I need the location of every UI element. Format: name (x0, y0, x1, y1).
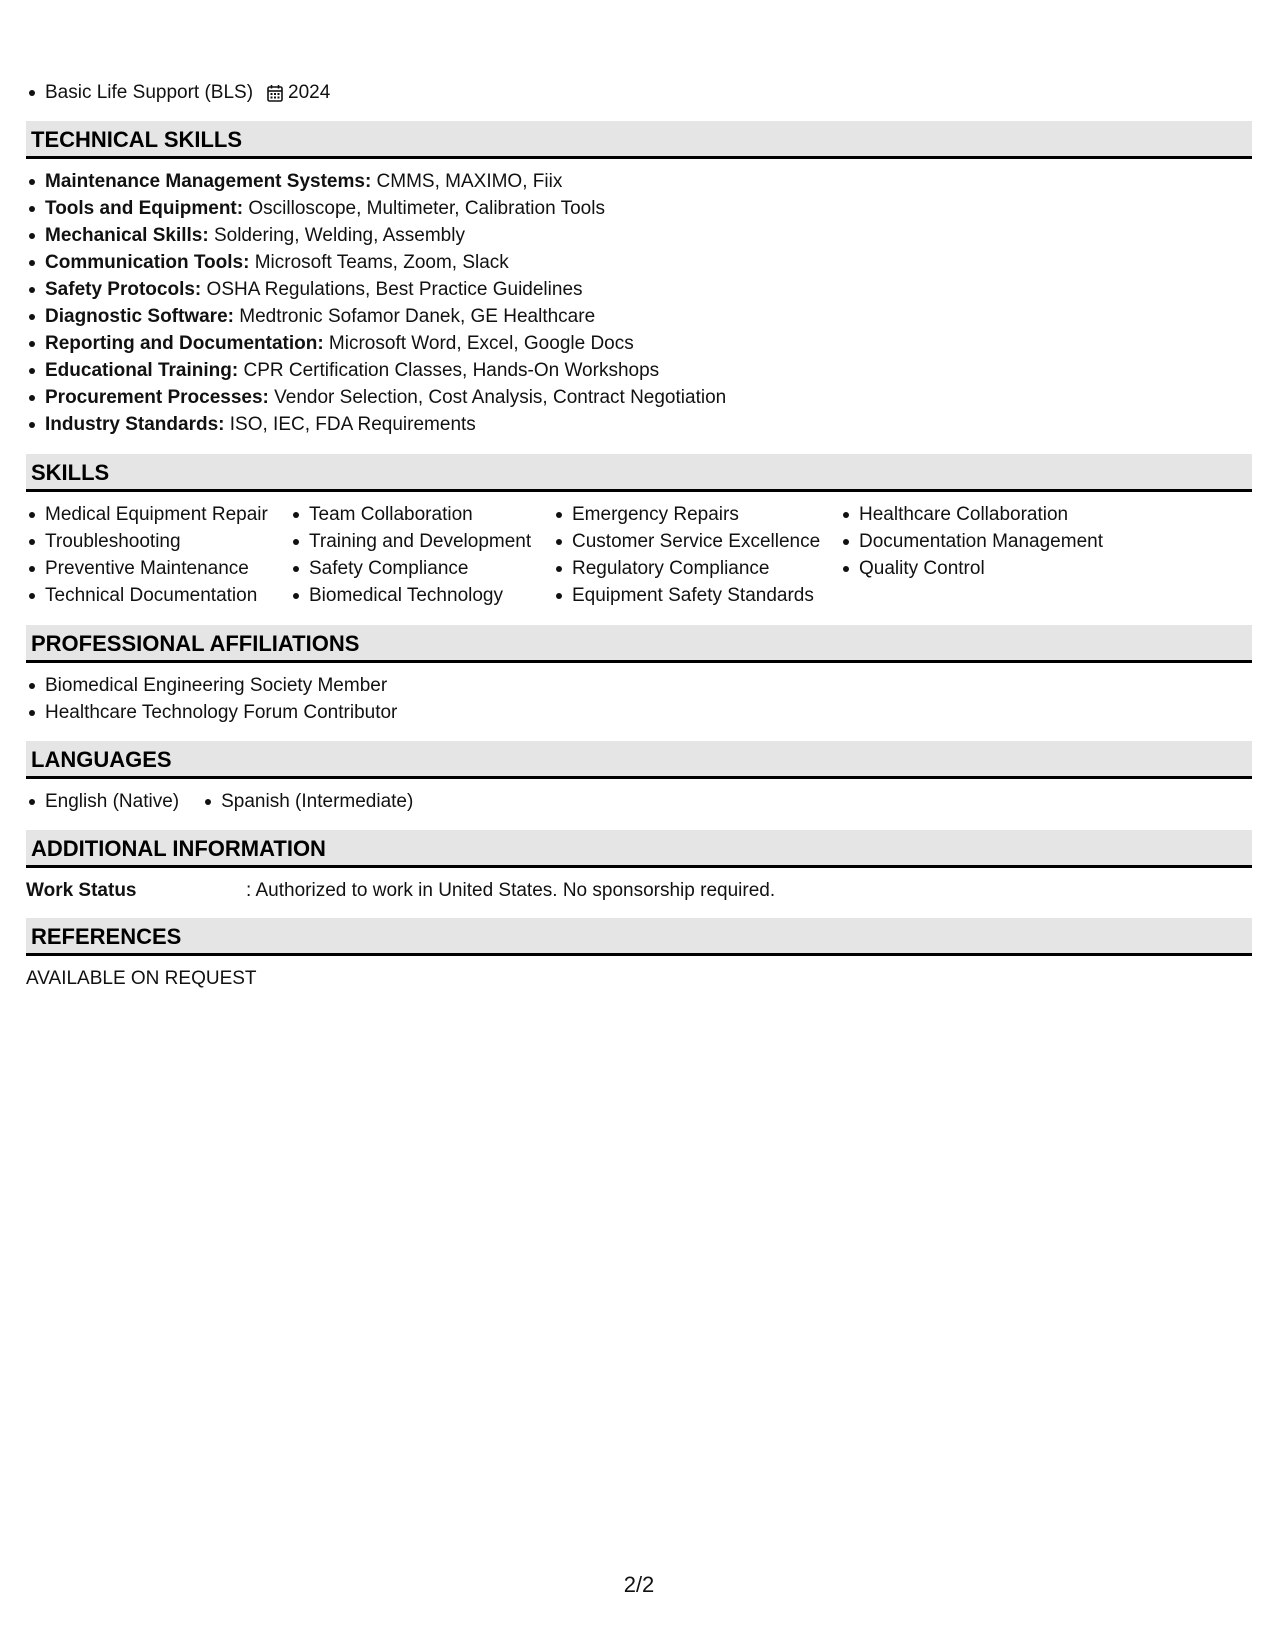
languages-heading: LANGUAGES (26, 741, 1252, 779)
technical-skill-label: Educational Training: (45, 360, 239, 381)
references-heading: REFERENCES (26, 918, 1252, 956)
certification-name: Basic Life Support (BLS) (45, 82, 254, 103)
skill-item: Regulatory Compliance (553, 555, 840, 582)
technical-skill-label: Diagnostic Software: (45, 306, 234, 327)
page-number: 2/2 (623, 1572, 655, 1597)
technical-skill-item (26, 195, 726, 222)
technical-skill-label: Reporting and Documentation: (45, 333, 324, 354)
technical-skill-value: Microsoft Word, Excel, Google Docs (323, 333, 634, 354)
work-status-row (26, 877, 775, 904)
resume-page (26, 0, 1252, 1650)
additional-info-heading: ADDITIONAL INFORMATION (26, 830, 1252, 868)
skill-item: Documentation Management (840, 528, 1140, 555)
language-item: Spanish (Intermediate) (202, 788, 413, 815)
technical-skill-value: Microsoft Teams, Zoom, Slack (249, 252, 509, 273)
skill-item: Team Collaboration (290, 501, 553, 528)
skill-item: Customer Service Excellence (553, 528, 840, 555)
skill-item: Preventive Maintenance (26, 555, 290, 582)
skills-heading: SKILLS (26, 454, 1252, 492)
technical-skill-value: CMMS, MAXIMO, Fiix (371, 171, 563, 192)
technical-skill-label: Safety Protocols: (45, 279, 202, 300)
technical-skill-value: Medtronic Sofamor Danek, GE Healthcare (233, 306, 596, 327)
technical-skill-value: OSHA Regulations, Best Practice Guidelines (201, 279, 583, 300)
skill-item: Medical Equipment Repair (26, 501, 290, 528)
technical-skill-item (26, 411, 726, 438)
certification-list (26, 79, 330, 106)
technical-skill-item (26, 384, 726, 411)
skill-item: Biomedical Technology (290, 582, 553, 609)
work-status-label: Work Status (26, 880, 137, 901)
skills-column (290, 501, 553, 609)
technical-skill-item (26, 249, 726, 276)
technical-skill-label: Communication Tools: (45, 252, 250, 273)
skills-column (553, 501, 840, 609)
technical-skills-list (26, 168, 726, 438)
skill-item: Troubleshooting (26, 528, 290, 555)
references-text: AVAILABLE ON REQUEST (26, 968, 257, 989)
skill-item: Emergency Repairs (553, 501, 840, 528)
skill-item: Equipment Safety Standards (553, 582, 840, 609)
work-status-value: : Authorized to work in United States. No sponsorship required. (246, 880, 776, 901)
technical-skills-heading: TECHNICAL SKILLS (26, 121, 1252, 159)
calendar-icon (267, 84, 283, 102)
technical-skill-label: Maintenance Management Systems: (45, 171, 372, 192)
skill-item: Healthcare Collaboration (840, 501, 1140, 528)
technical-skill-value: ISO, IEC, FDA Requirements (224, 414, 476, 435)
technical-skill-item (26, 276, 726, 303)
skill-item: Training and Development (290, 528, 553, 555)
technical-skill-value: Vendor Selection, Cost Analysis, Contract Negotiation (268, 387, 727, 408)
technical-skill-item (26, 222, 726, 249)
affiliation-item: Healthcare Technology Forum Contributor (26, 699, 397, 726)
skills-column (26, 501, 290, 609)
technical-skill-value: Oscilloscope, Multimeter, Calibration Tools (243, 198, 605, 219)
skills-column (840, 501, 1140, 609)
technical-skill-item (26, 303, 726, 330)
skills-grid (26, 501, 1140, 609)
technical-skill-value: CPR Certification Classes, Hands-On Workshops (238, 360, 660, 381)
skill-item: Quality Control (840, 555, 1140, 582)
technical-skill-item (26, 357, 726, 384)
technical-skill-label: Tools and Equipment: (45, 198, 244, 219)
technical-skill-value: Soldering, Welding, Assembly (208, 225, 465, 246)
affiliation-item: Biomedical Engineering Society Member (26, 672, 397, 699)
skill-item: Technical Documentation (26, 582, 290, 609)
certification-year: 2024 (288, 82, 331, 103)
technical-skill-label: Industry Standards: (45, 414, 225, 435)
certification-item (26, 79, 330, 106)
skill-item: Safety Compliance (290, 555, 553, 582)
technical-skill-item (26, 168, 726, 195)
affiliations-heading: PROFESSIONAL AFFILIATIONS (26, 625, 1252, 663)
technical-skill-label: Procurement Processes: (45, 387, 269, 408)
technical-skill-item (26, 330, 726, 357)
language-item: English (Native) (26, 788, 179, 815)
technical-skill-label: Mechanical Skills: (45, 225, 209, 246)
affiliations-list (26, 672, 397, 726)
languages-list (26, 788, 436, 815)
